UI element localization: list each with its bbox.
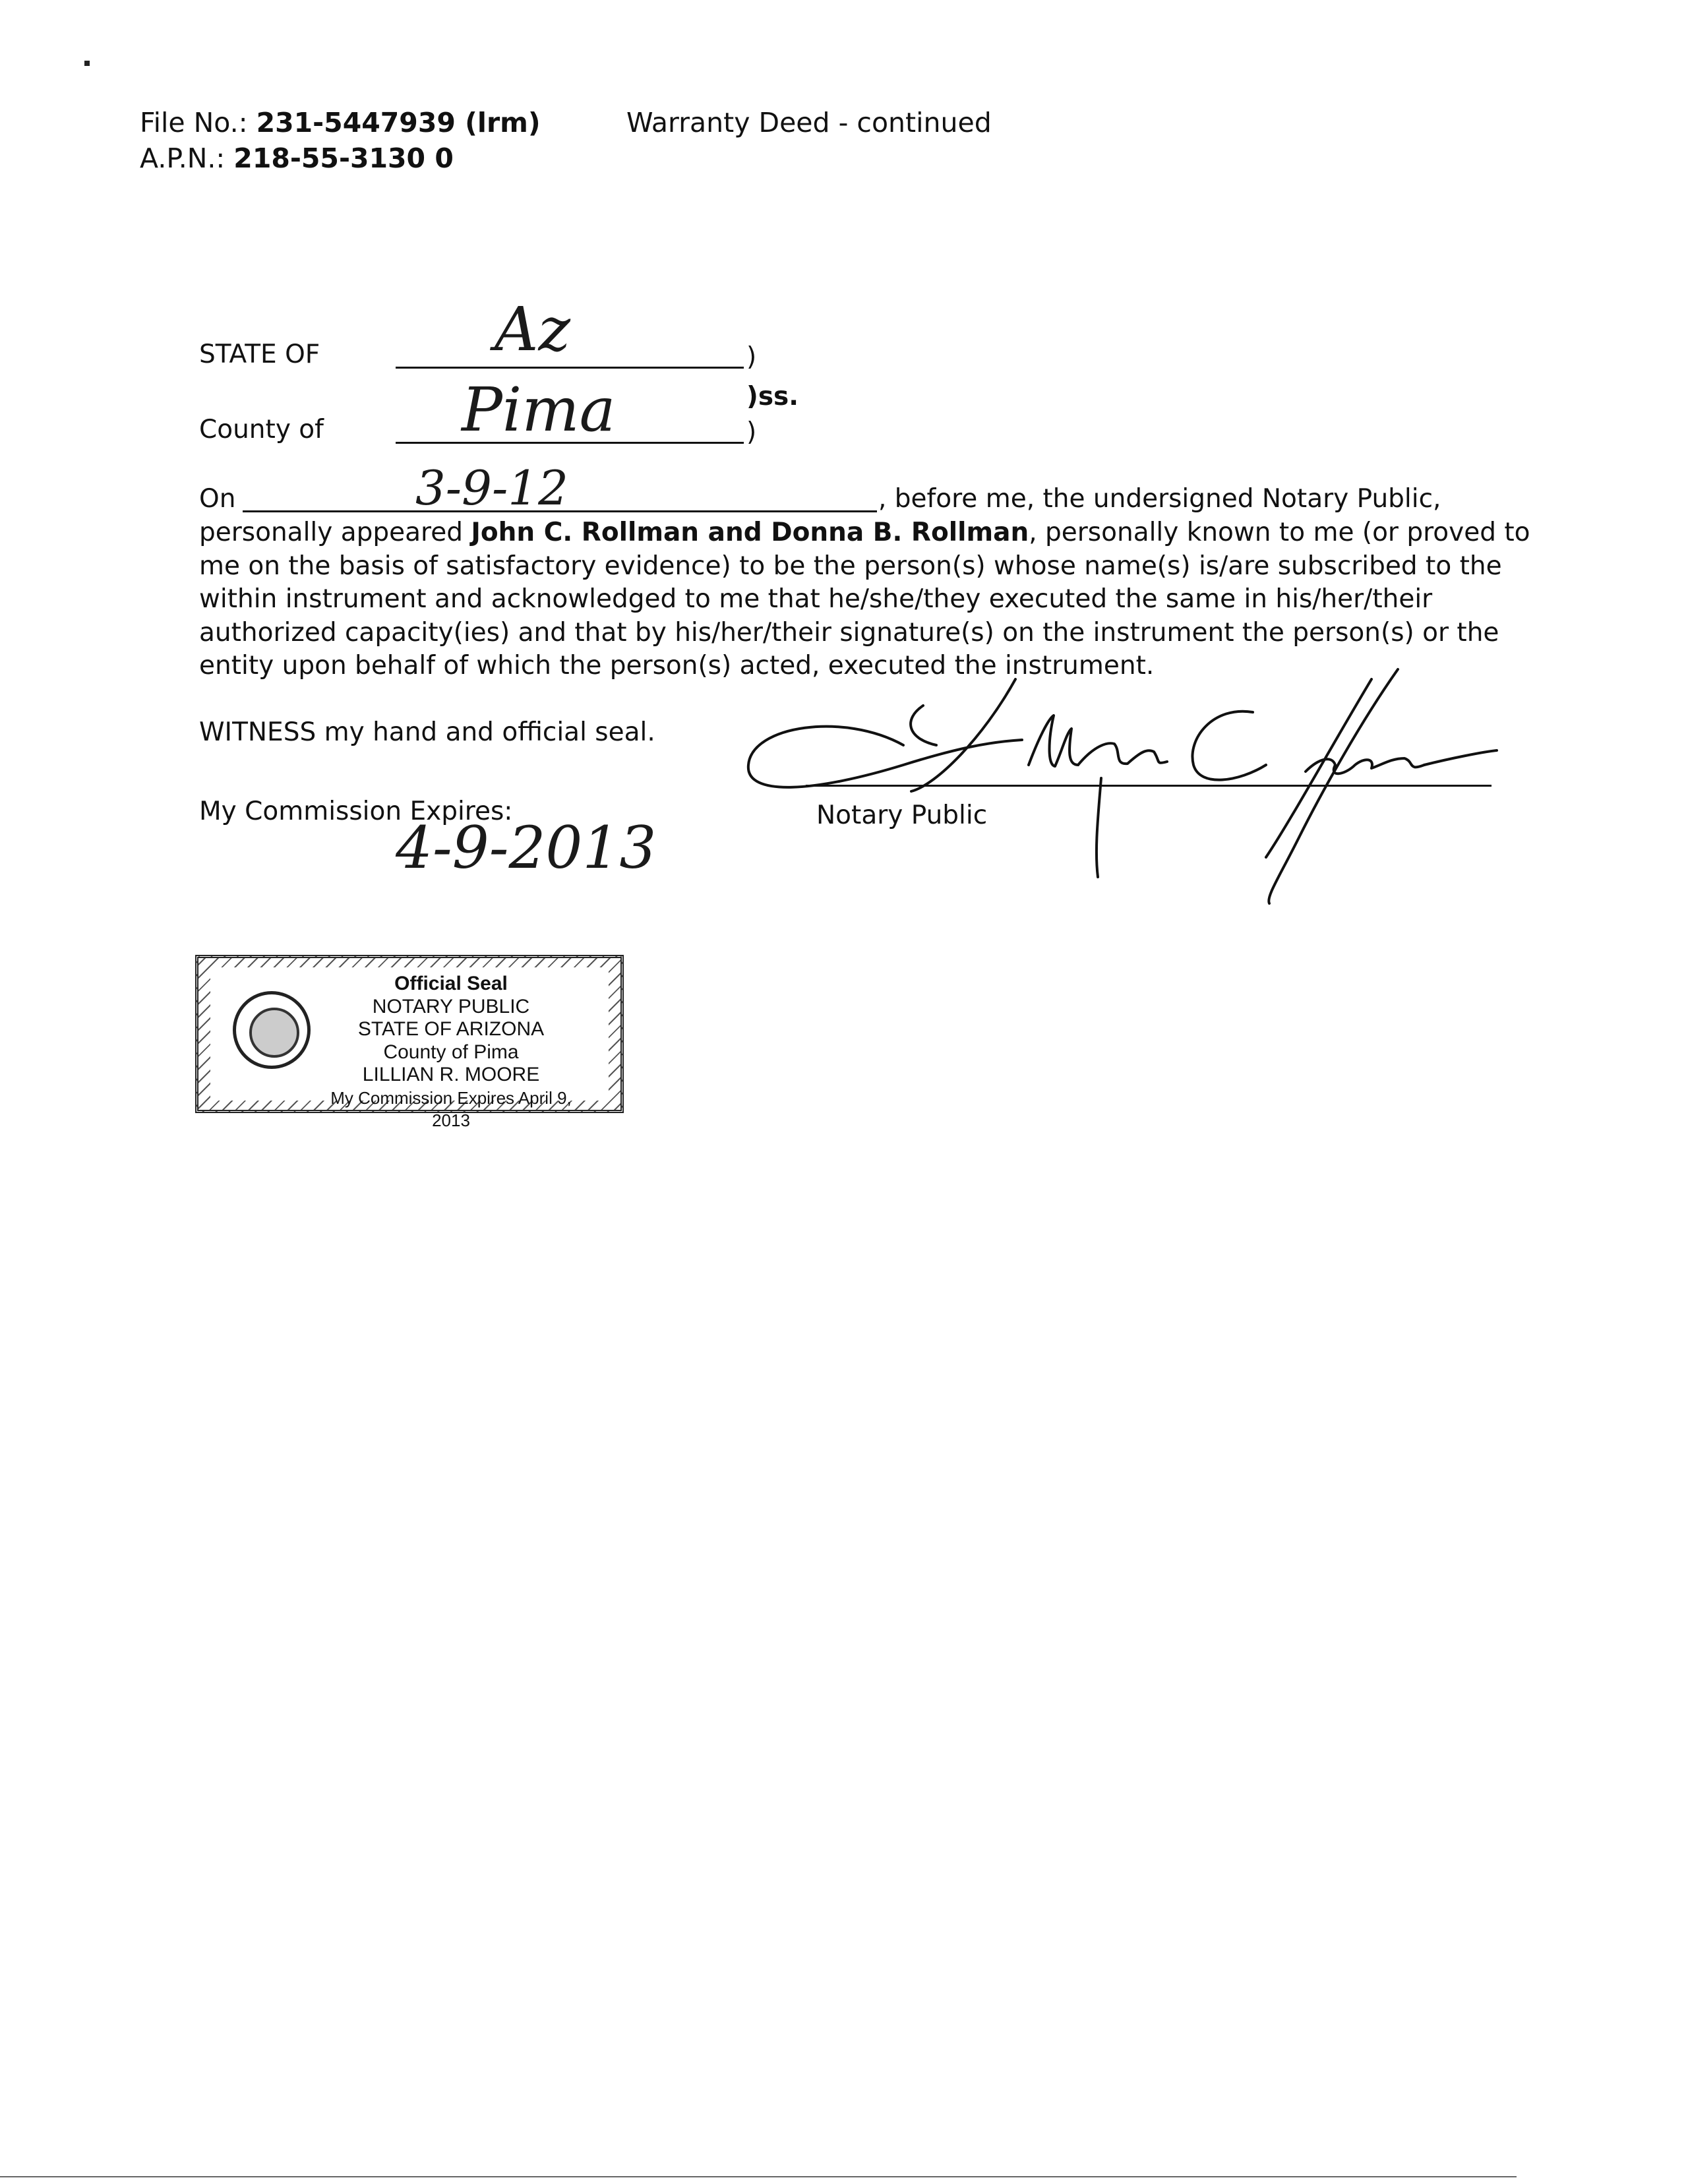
state-label: STATE OF (199, 340, 320, 369)
ack-parties: John C. Rollman and Donna B. Rollman (471, 518, 1029, 547)
state-paren: ) (746, 342, 757, 372)
file-number (140, 104, 541, 141)
ss-mark: )ss. (746, 382, 799, 411)
ack-line1-rest: , before me, the undersigned Notary Public, (878, 484, 1441, 514)
seal-line4: County of Pima (383, 1041, 519, 1063)
seal-line3: STATE OF ARIZONA (357, 1018, 545, 1040)
commission-label: My Commission Expires: (199, 797, 513, 826)
ack-line4: within instrument and acknowledged to me that he/she/they executed the same in his/her/their (199, 584, 1433, 614)
commission-handwritten: 4-9-2013 (396, 814, 657, 882)
document-title: Warranty Deed - continued (626, 107, 992, 138)
page-bottom-edge (0, 2176, 1517, 2177)
apn-value: 218-55-3130 0 (233, 142, 454, 174)
ack-line2 (199, 516, 1530, 550)
county-paren: ) (746, 417, 757, 447)
file-number-label: File No.: (140, 107, 248, 138)
apn-label: A.P.N.: (140, 142, 226, 174)
state-seal-emblem-icon (233, 991, 311, 1069)
seal-line5: LILLIAN R. MOORE (362, 1064, 540, 1085)
ack-line2-pre: personally appeared (199, 518, 471, 547)
seal-inner (210, 967, 609, 1130)
notary-signature (738, 666, 1503, 917)
scan-speck (84, 61, 90, 66)
ack-paragraph (199, 516, 1530, 683)
date-handwritten: 3-9-12 (415, 460, 568, 516)
apn (140, 140, 454, 177)
seal-text (309, 973, 593, 1132)
ack-line5: authorized capacity(ies) and that by his/her/their signature(s) on the instrument the person(s) or the (199, 617, 1499, 648)
seal-line6: My Commission Expires April 9, 2013 (330, 1087, 572, 1130)
seal-line2: NOTARY PUBLIC (372, 995, 530, 1017)
ack-line2-post: , personally known to me (or proved to (1029, 518, 1530, 547)
state-underline (396, 367, 744, 369)
state-handwritten: Az (495, 294, 570, 365)
seal-line1: Official Seal (394, 973, 508, 994)
notary-label: Notary Public (816, 801, 988, 830)
county-handwritten: Pima (462, 375, 616, 445)
ack-line6: entity upon behalf of which the person(s) acted, executed the instrument. (199, 651, 1155, 681)
file-number-value: 231-5447939 (lrm) (256, 107, 541, 138)
notary-seal-stamp (195, 955, 624, 1130)
witness-text: WITNESS my hand and official seal. (199, 717, 655, 747)
ack-line3: me on the basis of satisfactory evidence) to be the person(s) whose name(s) is/are subscribed to the (199, 551, 1502, 581)
on-label: On (199, 484, 236, 514)
county-label: County of (199, 415, 324, 444)
